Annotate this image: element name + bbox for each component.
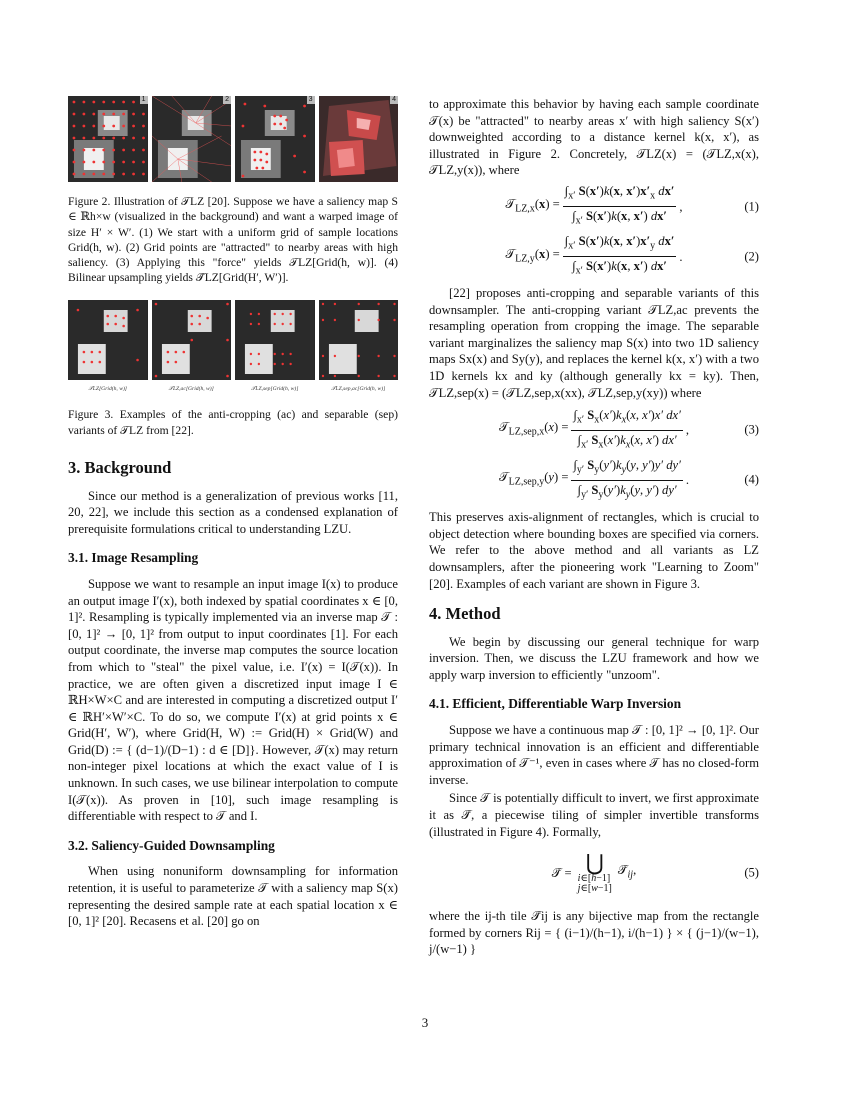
equation-2: 𝒯$_{LZ,y}$(x) = $\frac{\int_{x'} S(x')k(x, x')x'_y dx'}{\int_{x'} S(x')k(x, x') dx'}$ . (2) xyxy=(429,235,759,279)
paragraph: [22] proposes anti-cropping and separable variants of this downsampler. The anti-cropping variant 𝒯LZ,ac prevents the resampling operation from cropping the image. The separable variant marginalizes the saliency map S(x) into two 1D saliency maps Sx(x) and Sy(y), and replaces the kernel k(x, x′) with a two 1D kernels kx and ky (although generally kx = ky). Then, 𝒯LZ,sep(x) = (𝒯LZ,sep,x(xx), 𝒯LZ,sep,y(xy)) where xyxy=(429,285,759,400)
figure-3-images xyxy=(68,300,398,380)
paragraph: Since our method is a generalization of previous works [11, 20, 22], we include this section as a condensed explanation of prerequisite formulations critical to understanding LZU. xyxy=(68,488,398,536)
figure-3-panel-lz xyxy=(68,300,148,380)
lz-sep-grid-image xyxy=(235,300,315,380)
equation-fraction: $\frac{\int_{x'} S_x(x')k_x(x, x')x' dx'}{\int_{x'} S_x(x')k_x(x, x') dx'}$ xyxy=(573,407,681,451)
equation-3: 𝒯$_{LZ,sep,x}$(x) = $\frac{\int_{x'} S_x(x')k_x(x, x')x' dx'}{\int_{x'} S_x(x')k_x(x, x') dx'}$ , (3) xyxy=(429,407,759,453)
paragraph: We begin by discussing our general technique for warp inversion. Then, we discuss the LZU framework and how we apply warp inversion to efficiently "unzoom". xyxy=(429,634,759,682)
lz-ac-grid-image xyxy=(152,300,232,380)
equation-fraction: $\frac{\int_{y'} S_y(y')k_y(y, y')y' dy'}{\int_{y'} S_y(y')k_y(y, y') dy'}$ xyxy=(573,457,681,501)
subsection-heading: 3.2. Saliency-Guided Downsampling xyxy=(68,837,275,853)
right-column xyxy=(429,96,759,958)
union-operator: ⋃ i∈[h−1] j∈[w−1] xyxy=(577,850,612,895)
figure-3-caption-text: Examples of the anti-cropping (ac) and separable (sep) variants of 𝒯LZ from [22]. xyxy=(68,408,398,437)
lz-grid-image xyxy=(68,300,148,380)
attraction-lines-image xyxy=(152,96,232,182)
panel-number-badge: 2 xyxy=(225,96,229,103)
equation-number: (3) xyxy=(744,422,759,437)
paragraph: Since 𝒯 is potentially difficult to invert, we first approximate it as 𝒯̃, a piecewise tiling of simpler invertible transforms (illustrated in Figure 4). Formally, xyxy=(429,791,759,839)
subsection-heading: 3.1. Image Resampling xyxy=(68,550,199,566)
figure-2-images xyxy=(68,96,398,182)
figure-2-panel-3 xyxy=(235,96,315,182)
upsampled-grid-image xyxy=(319,96,399,182)
section-heading: 4. Method xyxy=(429,604,501,624)
lz-sep-ac-grid-image xyxy=(319,300,399,380)
figure-3-sublabels xyxy=(68,381,398,398)
equation-4: 𝒯$_{LZ,sep,y}$(y) = $\frac{\int_{y'} S_y(y')k_y(y, y')y' dy'}{\int_{y'} S_y(y')k_y(y, y') dy'}$ . (4) xyxy=(429,457,759,503)
equation-number: (1) xyxy=(744,199,759,214)
figure-2-caption xyxy=(68,194,398,286)
figure-2-caption-label: Figure 2. xyxy=(68,195,111,208)
equation-number: (5) xyxy=(744,865,759,880)
figure-2-panel-2 xyxy=(152,96,232,182)
subsection-heading: 4.1. Efficient, Differentiable Warp Inversion xyxy=(429,696,682,712)
equation-5: 𝒯̃ = ⋃ i∈[h−1] j∈[w−1] $𝒯̃_{ij}$, (5) xyxy=(551,850,759,895)
paragraph: where the ij-th tile 𝒯̃ij is any bijective map from the rectangle formed by corners Rij = { (i−1)/(h−1), i/(h−1) } × { (j−1)/(w−1), j/(w−1) } xyxy=(429,909,759,957)
panel-number-badge: 3 xyxy=(308,96,313,103)
equation-1: 𝒯$_{LZ,x}$(x) = $\frac{\int_{x'} S(x')k(x, x')x'_x dx'}{\int_{x'} S(x')k(x, x') dx'}$ , (1) xyxy=(429,185,759,229)
figure-3-caption xyxy=(68,407,398,438)
figure-3-panel-lz-ac xyxy=(152,300,232,380)
equation-number: (2) xyxy=(744,249,759,264)
paragraph: to approximate this behavior by having each sample coordinate 𝒯(x) be "attracted" to nearby areas x′ with high saliency S(x′) downweighted according to a distance kernel k(x, x′), as illustrated in Figure 2. Concretely, 𝒯LZ(x) = (𝒯LZ,x(x), 𝒯LZ,y(x)), where xyxy=(429,97,759,178)
equation-fraction: $\frac{\int_{x'} S(x')k(x, x')x'_y dx'}{\int_{x'} S(x')k(x, x') dx'}$ xyxy=(564,234,675,277)
equation-fraction: $\frac{\int_{x'} S(x')k(x, x')x'_x dx'}{\int_{x'} S(x')k(x, x') dx'}$ xyxy=(564,184,675,227)
figure-3-sublabel: 𝒯LZ,sep,ac[Grid(h, w)] xyxy=(331,385,386,392)
paragraph: When using nonuniform downsampling for information retention, it is useful to parameterize 𝒯 with a saliency map S(x) representing the desired sample rate at each spatial location x ∈ [0, 1]² [20]. Recasens et al. [20] go on xyxy=(68,864,398,929)
paragraph: This preserves axis-alignment of rectangles, which is crucial to object detection where bounding boxes are specified via corners. We refer to the above method and all variants as LZ downsamplers, after the pioneering work "Learning to Zoom" [20]. Examples of each variant are shown in Figure 3. xyxy=(429,510,759,591)
left-column xyxy=(68,96,398,930)
figure-2-caption-text: Illustration of 𝒯LZ [20]. Suppose we have a saliency map S ∈ ℝh×w (visualized in the background) and want a warped image of size H′ × W′. (1) We start with a uniform grid of sample locations Grid(h, w). (2) Grid points are "attracted" to nearby areas with high saliency. (3) Applying this "force" yields 𝒯LZ[Grid(h, w)]. (4) Bilinear upsampling yields 𝒯̃LZ[Grid(H′, W′)]. xyxy=(68,195,398,285)
paragraph: Suppose we have a continuous map 𝒯 : [0, 1]² → [0, 1]². Our primary technical innovation is an efficient and differentiable approximation of 𝒯⁻¹, even in cases where 𝒯 has no closed-form inverse. xyxy=(429,723,759,787)
figure-3-sublabel: 𝒯LZ[Grid(h, w)] xyxy=(88,385,127,392)
figure-2-panel-4 xyxy=(319,96,399,182)
paragraph: Suppose we want to resample an input image I(x) to produce an output image I′(x), both indexed by spatial coordinates x ∈ [0, 1]². Resampling is typically implemented via an inverse map 𝒯 : [0, 1]² → [0, 1]² from output to input coordinates [1]. For each output coordinate, the inverse map computes the source location from which to "steal" the pixel value, i.e. I′(x) = I(𝒯(x)). In practice, we are often given a discretized input image I ∈ ℝH×W×C and are interested in computing a discretized output I′ ∈ ℝH′×W′×C. To do so, we compute I′(x) at grid points x ∈ Grid(H′, W′), where Grid(H, W) := Grid(H) × Grid(W) and Grid(D) := { (d−1)/(D−1) : d ∈ [D]}. However, 𝒯(x) may return non-integer pixel locations at which the exact value of I is unknown. In such cases, we use bilinear interpolation to compute I(𝒯(x)). As proven in [10], such image resampling is differentiable with respect to 𝒯 and I. xyxy=(68,576,398,824)
section-heading: 3. Background xyxy=(68,457,172,477)
panel-number-badge: 4 xyxy=(392,96,396,103)
saliency-grid-image xyxy=(68,96,148,182)
equation-number: (4) xyxy=(744,472,759,487)
figure-2-panel-1 xyxy=(68,96,148,182)
page-number: 3 xyxy=(421,1015,429,1030)
figure-3-panel-lz-sep xyxy=(235,300,315,380)
figure-3-sublabel: 𝒯LZ,ac[Grid(h, w)] xyxy=(168,385,214,392)
warped-grid-image xyxy=(235,96,315,182)
figure-3-panel-lz-sep-ac xyxy=(319,300,399,380)
figure-3-sublabel: 𝒯LZ,sep[Grid(h, w)] xyxy=(251,385,299,392)
panel-number-badge: 1 xyxy=(141,96,146,103)
figure-3-caption-label: Figure 3. xyxy=(68,408,114,422)
